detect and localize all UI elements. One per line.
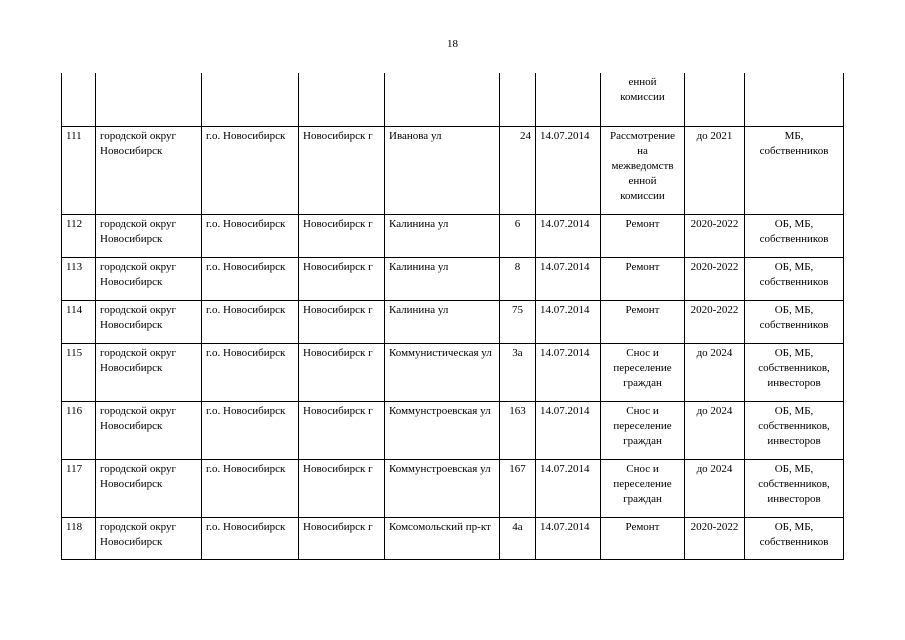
cell-municipality: городской округ Новосибирск	[96, 300, 202, 343]
cell-urban-district: г.о. Новосибирск	[202, 517, 299, 559]
cell-deadline: до 2024	[685, 343, 745, 401]
table-row	[62, 401, 844, 459]
cell-house	[500, 73, 536, 126]
cell-street: Коммунистическая ул	[385, 343, 500, 401]
cell-city: Новосибирск г	[299, 517, 385, 559]
cell-city: Новосибирск г	[299, 257, 385, 300]
cell-measure: енной комиссии	[601, 73, 685, 126]
cell-funding: ОБ, МБ, собственников	[745, 257, 844, 300]
cell-number: 118	[62, 517, 96, 559]
cell-city: Новосибирск г	[299, 300, 385, 343]
cell-funding: ОБ, МБ, собственников	[745, 214, 844, 257]
cell-date	[536, 73, 601, 126]
cell-measure: Снос и переселение граждан	[601, 343, 685, 401]
cell-urban-district: г.о. Новосибирск	[202, 459, 299, 517]
cell-municipality: городской округ Новосибирск	[96, 517, 202, 559]
cell-urban-district	[202, 73, 299, 126]
cell-municipality	[96, 73, 202, 126]
cell-deadline	[685, 73, 745, 126]
cell-street: Коммунстроевская ул	[385, 459, 500, 517]
cell-municipality: городской округ Новосибирск	[96, 257, 202, 300]
cell-funding: ОБ, МБ, собственников, инвесторов	[745, 401, 844, 459]
cell-number: 113	[62, 257, 96, 300]
cell-urban-district: г.о. Новосибирск	[202, 126, 299, 214]
cell-deadline: до 2024	[685, 401, 745, 459]
cell-street: Калинина ул	[385, 214, 500, 257]
cell-house: 167	[500, 459, 536, 517]
table-row	[62, 214, 844, 257]
cell-funding: ОБ, МБ, собственников	[745, 517, 844, 559]
table-row	[62, 126, 844, 214]
cell-urban-district: г.о. Новосибирск	[202, 401, 299, 459]
cell-number: 115	[62, 343, 96, 401]
cell-city: Новосибирск г	[299, 126, 385, 214]
cell-date: 14.07.2014	[536, 300, 601, 343]
cell-date: 14.07.2014	[536, 257, 601, 300]
cell-date: 14.07.2014	[536, 343, 601, 401]
cell-house: 24	[500, 126, 536, 214]
cell-date: 14.07.2014	[536, 401, 601, 459]
cell-number	[62, 73, 96, 126]
cell-measure: Ремонт	[601, 300, 685, 343]
cell-urban-district: г.о. Новосибирск	[202, 300, 299, 343]
cell-house: 163	[500, 401, 536, 459]
cell-deadline: 2020-2022	[685, 257, 745, 300]
cell-street: Коммунстроевская ул	[385, 401, 500, 459]
cell-municipality: городской округ Новосибирск	[96, 126, 202, 214]
cell-urban-district: г.о. Новосибирск	[202, 257, 299, 300]
cell-funding: ОБ, МБ, собственников, инвесторов	[745, 459, 844, 517]
cell-number: 116	[62, 401, 96, 459]
cell-house: 6	[500, 214, 536, 257]
cell-urban-district: г.о. Новосибирск	[202, 343, 299, 401]
table-row	[62, 257, 844, 300]
cell-municipality: городской округ Новосибирск	[96, 214, 202, 257]
cell-funding	[745, 73, 844, 126]
table-row	[62, 300, 844, 343]
cell-city	[299, 73, 385, 126]
cell-house: 8	[500, 257, 536, 300]
cell-deadline: до 2021	[685, 126, 745, 214]
cell-date: 14.07.2014	[536, 214, 601, 257]
page-number: 18	[447, 38, 458, 50]
cell-street: Калинина ул	[385, 257, 500, 300]
cell-date: 14.07.2014	[536, 517, 601, 559]
cell-number: 114	[62, 300, 96, 343]
cell-city: Новосибирск г	[299, 214, 385, 257]
cell-funding: МБ, собственников	[745, 126, 844, 214]
cell-street: Комсомольский пр-кт	[385, 517, 500, 559]
table-row	[62, 459, 844, 517]
cell-city: Новосибирск г	[299, 401, 385, 459]
cell-date: 14.07.2014	[536, 459, 601, 517]
cell-house: 75	[500, 300, 536, 343]
cell-measure: Снос и переселение граждан	[601, 401, 685, 459]
cell-city: Новосибирск г	[299, 343, 385, 401]
cell-measure: Ремонт	[601, 517, 685, 559]
cell-measure: Рассмотрение на межведомств енной комиссии	[601, 126, 685, 214]
cell-deadline: 2020-2022	[685, 517, 745, 559]
cell-house: 3а	[500, 343, 536, 401]
cell-number: 117	[62, 459, 96, 517]
cell-city: Новосибирск г	[299, 459, 385, 517]
cell-number: 112	[62, 214, 96, 257]
cell-measure: Снос и переселение граждан	[601, 459, 685, 517]
cell-deadline: 2020-2022	[685, 214, 745, 257]
cell-urban-district: г.о. Новосибирск	[202, 214, 299, 257]
cell-measure: Ремонт	[601, 214, 685, 257]
table-row	[62, 517, 844, 559]
cell-funding: ОБ, МБ, собственников, инвесторов	[745, 343, 844, 401]
cell-measure: Ремонт	[601, 257, 685, 300]
housing-registry-table	[61, 73, 844, 560]
cell-street: Калинина ул	[385, 300, 500, 343]
cell-deadline: 2020-2022	[685, 300, 745, 343]
cell-street	[385, 73, 500, 126]
cell-number: 111	[62, 126, 96, 214]
cell-deadline: до 2024	[685, 459, 745, 517]
table-row	[62, 343, 844, 401]
cell-house: 4а	[500, 517, 536, 559]
cell-date: 14.07.2014	[536, 126, 601, 214]
table-row-continuation	[62, 73, 844, 126]
cell-funding: ОБ, МБ, собственников	[745, 300, 844, 343]
cell-municipality: городской округ Новосибирск	[96, 343, 202, 401]
cell-municipality: городской округ Новосибирск	[96, 459, 202, 517]
cell-street: Иванова ул	[385, 126, 500, 214]
cell-municipality: городской округ Новосибирск	[96, 401, 202, 459]
